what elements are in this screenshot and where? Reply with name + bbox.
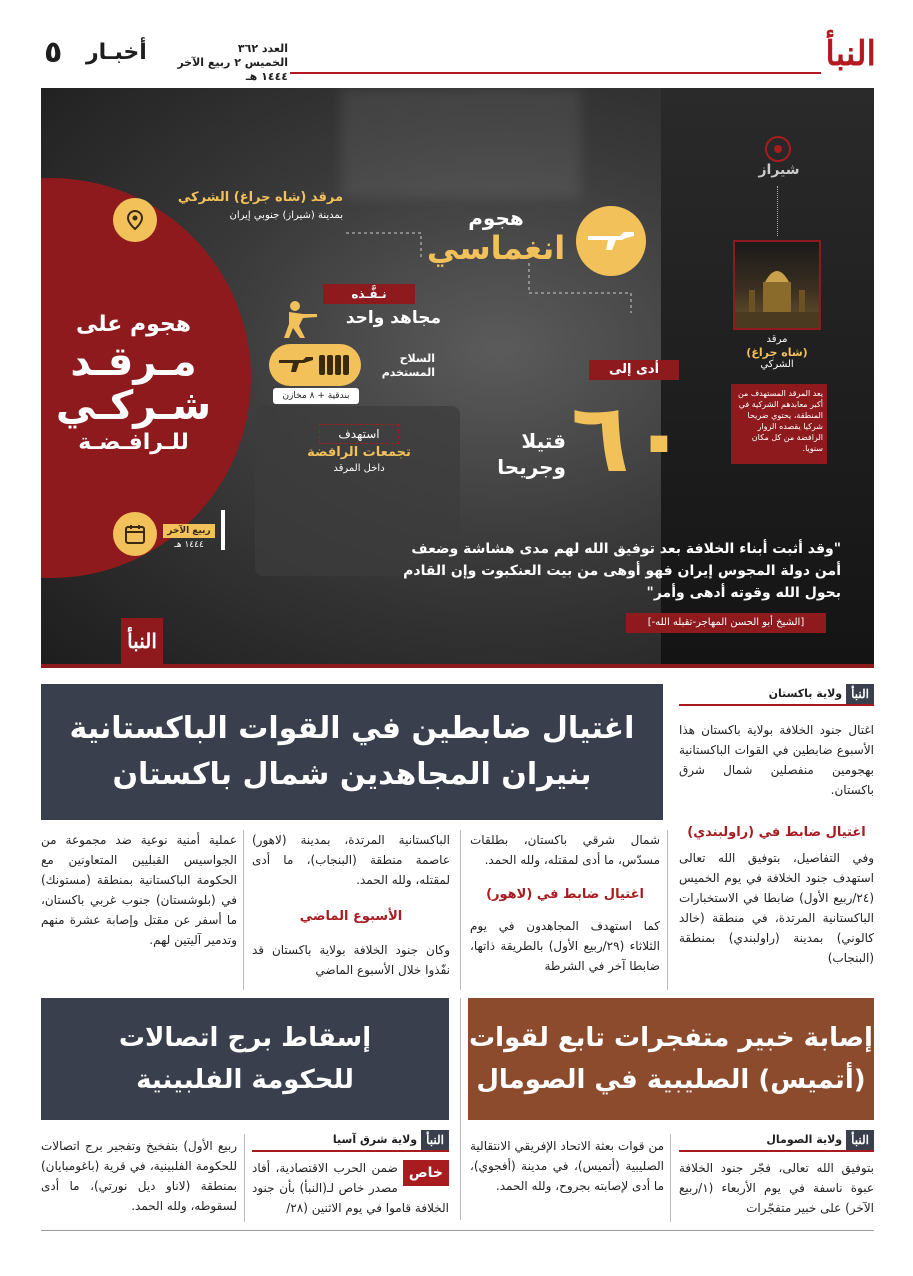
article-headline-somalia (468, 998, 874, 1120)
targeted-value: تجمعات الرافضة (307, 445, 411, 460)
issue-date: الخميس ٢ ربيع الآخر ١٤٤٤ هـ (177, 56, 288, 83)
casualty-text-1: قتيلا (521, 429, 566, 453)
naba-badge: النبأ (846, 684, 874, 704)
column-divider (670, 1134, 671, 1222)
headline-line-2: (أتميس) الصليبية في الصومال (476, 1065, 866, 1095)
article-paragraph: الباكستانية المرتدة، بمدينة (لاهور) عاصمة منطقة (البنجاب)، ما أدى لمقتله، ولله الحمد. (252, 833, 450, 887)
article-paragraph-exclusive (252, 1158, 449, 1222)
casualty-number: ٦٠ (571, 382, 689, 494)
result-label: أدى إلى (589, 360, 679, 380)
article-paragraph: وكان جنود الخلافة بولاية باكستان قد نفّذوا خلال الأسبوع الماضي (252, 943, 450, 977)
casualty-text-2: وجريحا (497, 455, 566, 479)
issue-number: العدد ٣٦٢ (237, 42, 288, 55)
brand-logo: النبأ (825, 34, 876, 74)
province-label: ولاية باكستان (768, 687, 843, 700)
article-headline-pakistan (41, 684, 663, 820)
shrine-caption-2: (شاه جراغ) (746, 346, 808, 359)
article-label-somalia (679, 1130, 874, 1152)
attack-type-value: انغماسي (426, 229, 566, 267)
targeted-subtitle: داخل المرقد (333, 463, 385, 474)
attack-type-block (421, 206, 571, 266)
attack-type-label: هجوم (468, 206, 524, 230)
weapon-detail: بندقية + ٨ مخازن (273, 388, 359, 404)
article-label-pakistan (679, 684, 874, 706)
city-label: شيراز (758, 162, 800, 178)
rifle-icon (576, 206, 646, 276)
article-paragraph: كما استهدف المجاهدون في يوم الثلاثاء (٢٩/ربيع الأول) بالطريقة ذاتها، ضابطا آخر في الشرطة (470, 919, 660, 973)
headline-line-3: شـركـي (55, 383, 212, 429)
article-divider (460, 998, 461, 1220)
headline-line-1: هجوم على (76, 312, 191, 337)
shrine-note: يعد المرقد المستهدف من أكبر معابدهم الشركية في المنطقة، يحتوي ضريحا شركيا يقصده الزوار الرافضة من كل مكان سنويا. (731, 384, 827, 464)
infographic-banner (41, 88, 874, 668)
column-divider (244, 1134, 245, 1222)
issue-info (148, 42, 288, 84)
article-paragraph: ضمن الحرب الاقتصادية، أفاد مصدر خاص لـ(النبأ) بأن جنود الخلافة قاموا في يوم الاثنين (٢٨/ (252, 1161, 449, 1215)
article-paragraph: عملية أمنية نوعية ضد مجموعة من الجواسيس القبليين المتعاونين مع الحكومة الباكستانية بمنطقة (مستونك) في (بلوشستان) جنوب غربي باكستان، ما أسفر عن مقتل وإصابة عشرة منهم وتدمير آليتين لهم. (41, 833, 237, 947)
banner-logo: النبأ (121, 618, 163, 664)
location-title: مرقد (شاه جراغ) الشركي (177, 190, 343, 205)
date-year: ١٤٤٤ هـ (174, 540, 204, 550)
location-subtitle: بمدينة (شيراز) جنوبي إيران (229, 210, 343, 221)
headline-line-2: للحكومة الفلبينية (136, 1065, 354, 1095)
section-title: أخبـار (86, 40, 147, 65)
headline-line-1: اغتيال ضابطين في القوات الباكستانية (69, 711, 635, 746)
casualty-text (481, 428, 566, 480)
province-label: ولاية شرق آسيا (332, 1133, 418, 1146)
shrine-photo (733, 240, 821, 330)
headline-line-1: إصابة خبير متفجرات تابع لقوات (469, 1023, 873, 1053)
headline-line-1: إسقاط برج اتصالات (118, 1023, 372, 1053)
weapon-icon (269, 344, 361, 386)
target-icon (765, 136, 791, 162)
headline-line-2: بنيران المجاهدين شمال باكستان (112, 757, 592, 792)
subheading-rawalpindi: اغتيال ضابط في (راولبندي) (687, 825, 866, 840)
headline-line-4: للـرافـضـة (78, 430, 189, 455)
background-texture (341, 88, 581, 198)
banner-bottom-bar (41, 664, 874, 668)
subheading-lahore: اغتيال ضابط في (لاهور) (486, 887, 644, 902)
map-dotted-line (777, 186, 778, 236)
targeted-label: استهدف (319, 424, 399, 444)
quote-text: "وقد أثبت أبناء الخلافة بعد توفيق الله لهم مدى هشاشة وضعف أمن دولة المجوس إيران فهو أوهى من بيت العنكبوت وإن القادم بحول الله وقوته أدهى وأمر" (403, 541, 841, 601)
headline-line-2: مـرقـد (70, 339, 197, 385)
quote-source: [الشيخ أبو الحسن المهاجر-تقبله الله-] (626, 613, 826, 633)
shrine-caption-3: الشركي (760, 359, 794, 370)
header-rule (290, 72, 821, 74)
article-paragraph: شمال شرقي باكستان، بطلقات مسدّس، ما أدى لمقتله، ولله الحمد. (470, 833, 660, 867)
article-headline-east-asia (41, 998, 449, 1120)
naba-badge: النبأ (846, 1130, 874, 1150)
shrine-caption-1: مرقد (766, 334, 788, 345)
calendar-icon (113, 512, 157, 556)
article-paragraph: بتوفيق الله تعالى، فجّر جنود الخلافة عبوة ناسفة في يوم الأربعاء (١/ربيع الآخر) على خبير متفجّرات (679, 1161, 874, 1215)
article-paragraph: من قوات بعثة الاتحاد الإفريقي الانتقالية الصليبية (أتميس)، في مدينة (أفجوي)، ما أدى لإصابته بجروح، ولله الحمد. (470, 1139, 664, 1193)
subheading-last-week: الأسبوع الماضي (299, 909, 403, 924)
exclusive-badge: خاص (403, 1160, 449, 1186)
weapon-label: السلاح المستخدم (381, 352, 435, 379)
article-paragraph: ربيع الأول) بتفخيخ وتفجير برج اتصالات للحكومة الفلبينية، في قرية (باغومبايان) بمنطقة (لاناو ديل نورتي)، ما أدى لسقوطه، ولله الحمد. (41, 1139, 237, 1213)
column-divider (667, 830, 668, 990)
executor-value: مجاهد واحد (345, 308, 441, 328)
location-pin-icon (113, 198, 157, 242)
province-label: ولاية الصومال (766, 1133, 843, 1146)
column-divider (243, 830, 244, 990)
article-paragraph: وفي التفاصيل، بتوفيق الله تعالى استهدف جنود الخلافة في يوم الخميس (٢٤/ربيع الأول) ضابطا في الاستخبارات الباكستانية المرتدة، في منطقة (خالد كالوني) بمدينة (راولبندي) بمنطقة (البنجاب) (679, 851, 874, 965)
article-label-east-asia (252, 1130, 449, 1152)
shrine-caption (731, 334, 823, 371)
page-number: ٥ (44, 35, 63, 70)
banner-headline (41, 310, 226, 458)
naba-badge: النبأ (421, 1130, 449, 1150)
location-block (163, 188, 343, 224)
date-block (163, 524, 215, 552)
fighter-icon (277, 300, 329, 340)
date-divider (221, 510, 225, 550)
masthead (40, 34, 876, 83)
article-intro: اغتال جنود الخلافة بولاية باكستان هذا الأسبوع ضابطين في القوات الباكستانية بهجومين منفصلين شمال شرق باكستان. (679, 723, 874, 797)
date-month: ربيع الآخر (163, 524, 215, 538)
page-bottom-rule (41, 1230, 874, 1231)
executed-label: نـفَّـذه (323, 284, 415, 304)
column-divider (460, 830, 461, 990)
